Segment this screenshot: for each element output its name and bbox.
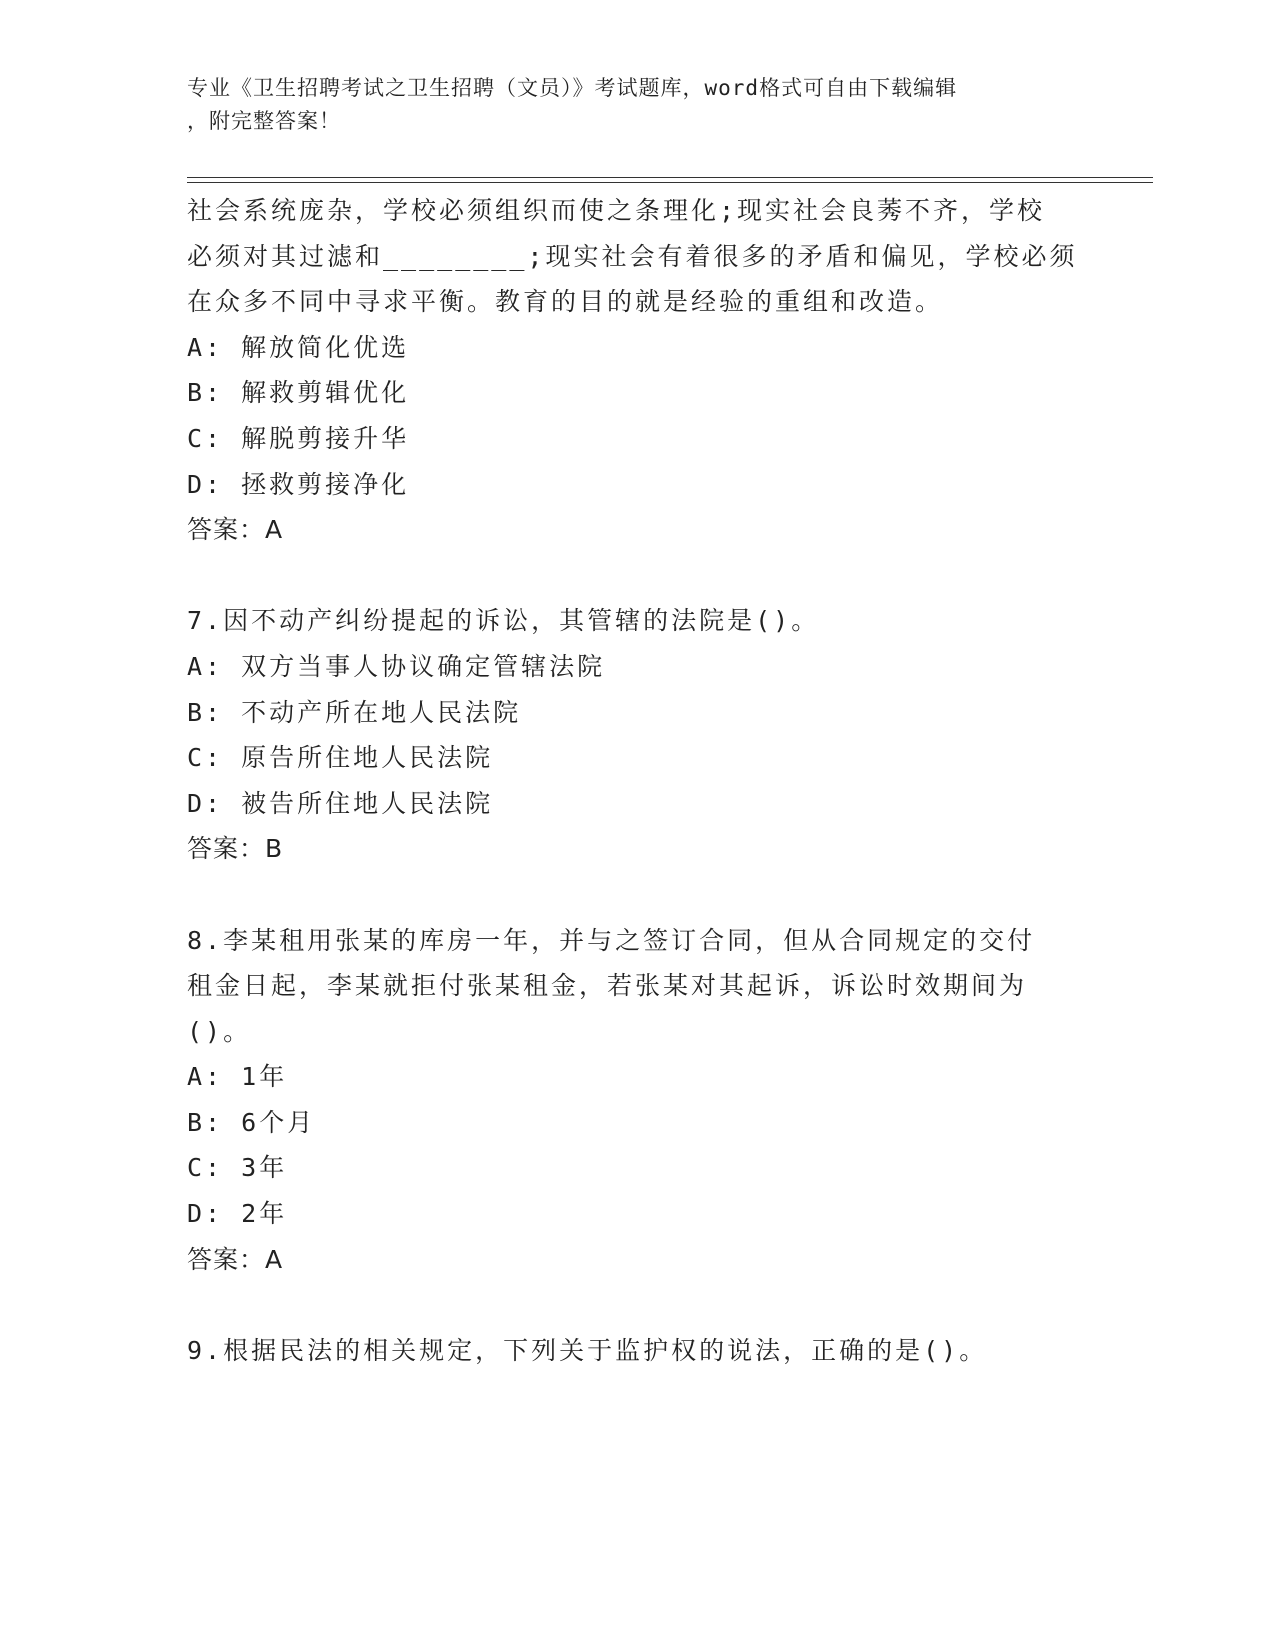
question-9 [187,1328,1107,1374]
question-stem-line: 租金日起，李某就拒付张某租金，若张某对其起诉，诉讼时效期间为 [187,971,1028,1001]
question-8 [187,918,1107,1283]
question-7 [187,598,1107,872]
document-header [187,72,1087,138]
option-a: A: 双方当事人协议确定管辖法院 [187,651,606,681]
option-d: D: 被告所住地人民法院 [187,788,494,818]
option-a: A: 解放简化优选 [187,332,410,362]
option-c: C: 原告所住地人民法院 [187,743,494,773]
spacer [187,872,1107,918]
option-d: D: 2年 [187,1199,288,1229]
option-a: A: 1年 [187,1062,288,1092]
question-stem-line: ()。 [187,1016,252,1046]
header-line-2: ，附完整答案！ [187,109,341,133]
spacer [187,553,1107,599]
question-stem-line: 9.根据民法的相关规定，下列关于监护权的说法，正确的是()。 [187,1335,988,1365]
question-stem-line: 在众多不同中寻求平衡。教育的目的就是经验的重组和改造。 [187,287,944,317]
header-divider-top [187,177,1153,178]
question-stem-line: 必须对其过滤和________;现实社会有着很多的矛盾和偏见，学校必须 [187,241,1078,271]
option-b: B: 不动产所在地人民法院 [187,697,522,727]
question-6 [187,188,1107,553]
question-stem-line: 7.因不动产纠纷提起的诉讼，其管辖的法院是()。 [187,606,820,636]
question-stem-line: 社会系统庞杂，学校必须组织而使之条理化;现实社会良莠不齐，学校 [187,196,1046,225]
question-stem-line: 8.李某租用张某的库房一年，并与之签订合同，但从合同规定的交付 [187,925,1036,955]
header-divider-bottom [187,182,1153,183]
option-b: B: 6个月 [187,1107,316,1137]
option-c: C: 解脱剪接升华 [187,423,410,453]
answer-line: 答案：A [187,1244,284,1274]
option-c: C: 3年 [187,1153,288,1183]
header-line-1: 专业《卫生招聘考试之卫生招聘（文员）》考试题库，word格式可自由下载编辑 [187,76,958,100]
answer-line: 答案：B [187,834,284,864]
spacer [187,1282,1107,1328]
option-b: B: 解救剪辑优化 [187,378,410,408]
answer-line: 答案：A [187,515,284,545]
option-d: D: 拯救剪接净化 [187,469,410,499]
question-content [187,188,1107,1373]
